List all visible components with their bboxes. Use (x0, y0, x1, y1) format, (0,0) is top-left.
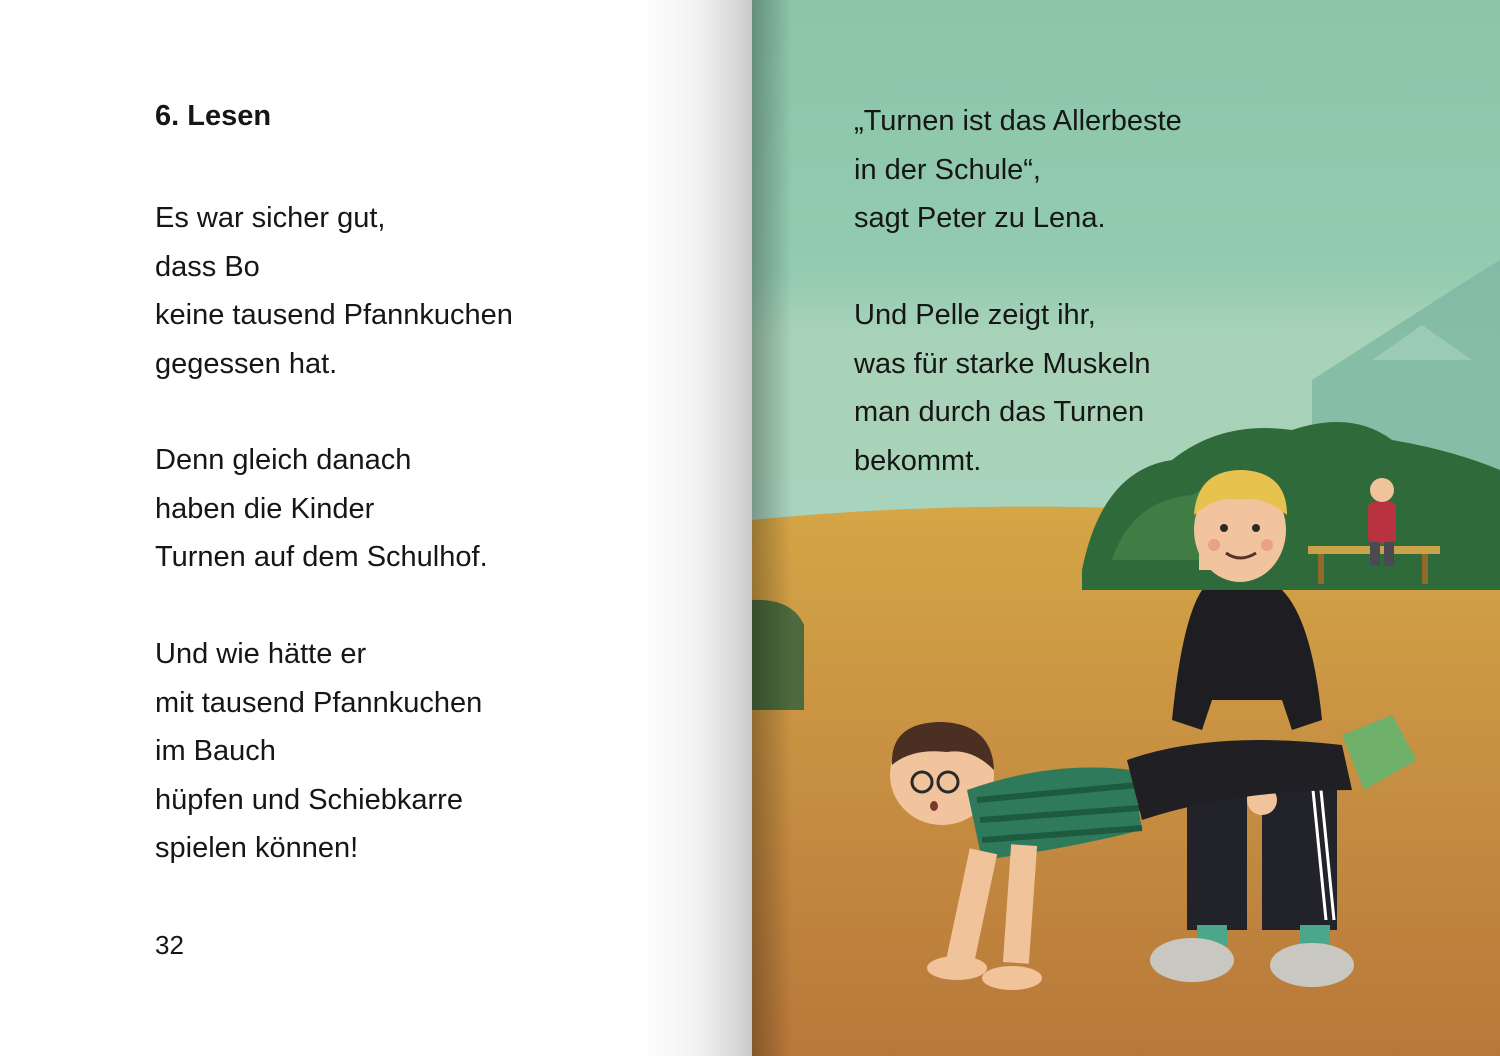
page-number: 32 (155, 930, 184, 960)
chapter-heading: 6. Lesen (155, 100, 272, 132)
spine-shadow (752, 0, 792, 1056)
paragraph-2 (155, 436, 488, 582)
dialogue-paragraph-2 (854, 291, 1151, 485)
text-line: bekommt. (854, 444, 982, 477)
text-line: hüpfen und Schiebkarre (155, 783, 463, 816)
text-line: in der Schule“, (854, 153, 1041, 186)
text-line: spielen können! (155, 832, 359, 864)
text-line: keine tausend Pfannkuchen (155, 299, 513, 331)
dialogue-paragraph-1 (854, 97, 1182, 243)
text-line: Es war sicher gut, (155, 202, 386, 234)
text-line: sagt Peter zu Lena. (854, 202, 1106, 234)
text-line: Turnen auf dem Schulhof. (155, 541, 488, 573)
text-line: „Turnen ist das Allerbeste (854, 105, 1182, 137)
paragraph-3 (155, 630, 482, 873)
text-line: Und Pelle zeigt ihr, (854, 299, 1096, 331)
paragraph-1 (155, 194, 513, 388)
text-line: Denn gleich danach (155, 444, 412, 476)
text-line: dass Bo (155, 250, 260, 283)
text-line: was für starke Muskeln (854, 347, 1151, 380)
text-line: mit tausend Pfannkuchen (155, 686, 483, 719)
right-page (752, 0, 1500, 1056)
text-line: man durch das Turnen (854, 396, 1145, 428)
text-line: gegessen hat. (155, 347, 338, 380)
text-line: im Bauch (155, 735, 276, 767)
text-line: haben die Kinder (155, 492, 375, 525)
text-line: Und wie hätte er (155, 638, 367, 670)
girl-figure (1370, 478, 1394, 502)
